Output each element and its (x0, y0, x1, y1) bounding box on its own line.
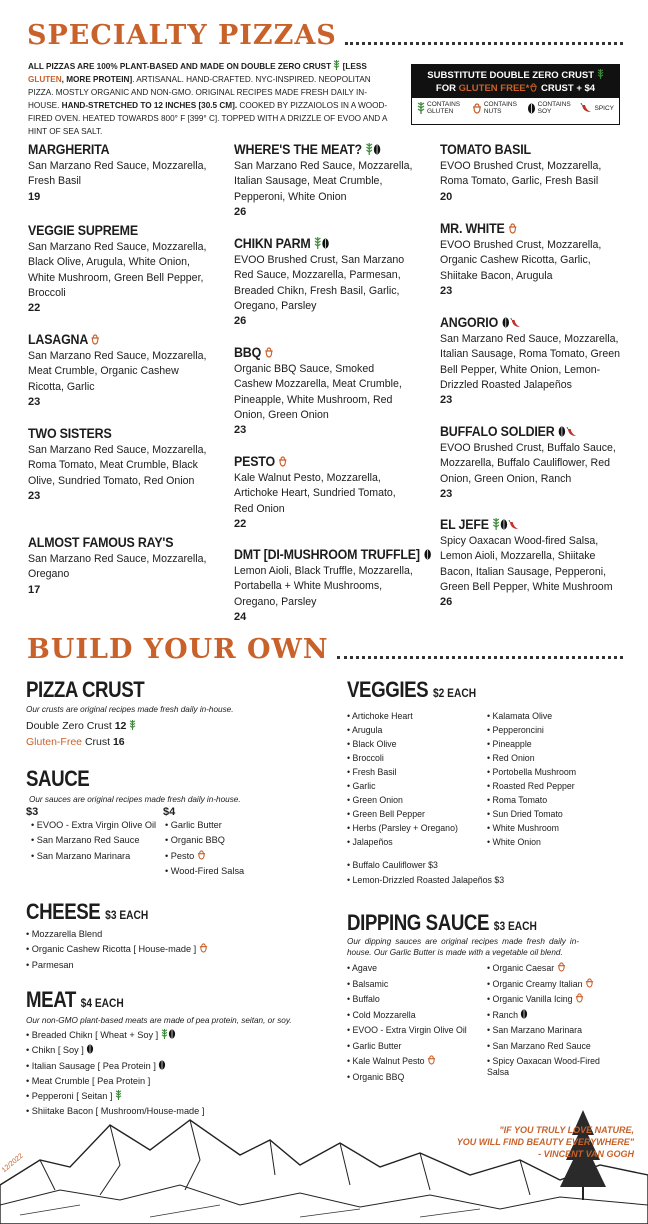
soy-icon (520, 1009, 528, 1019)
nut-icon (575, 993, 584, 1003)
dipping-section: DIPPING SAUCE $3 EACH Our dipping sauces are original recipes made fresh daily in-house. Our Garlic Butter is made with a vegetable oil blend. • Agave • Balsamic • Buffalo • Cold Mozzarella • EVOO - Extra Virgin Olive Oil • Garlic Butter • Kale Walnut Pesto • Organic BBQ • Organic Caesar • Organic Creamy Italian • Organic Vanilla Icing • Ranch • San Marzano Marinara • San Marzano Red Sauce • Spicy Oaxacan Wood-Fired Salsa (347, 910, 627, 1085)
nut-icon (508, 223, 517, 234)
pizza-buffalo-soldier: BUFFALO SOLDIER EVOO Brushed Crust, Buffalo Sauce, Mozzarella, Buffalo Cauliflower, Red Onion, Green Onion, Ranch 23 (440, 424, 616, 500)
nut-icon (199, 943, 208, 953)
soy-icon (86, 1044, 94, 1054)
specialty-header (27, 20, 623, 51)
wheat-icon (129, 720, 136, 730)
pizza-almost-famous-rays: ALMOST FAMOUS RAY'S San Marzano Red Sauce, Mozzarella, Oregano 17 (28, 535, 207, 596)
pizza-chikn-parm: CHIKN PARM EVOO Brushed Crust, San Marzano Red Sauce, Mozzarella, Parmesan, Breaded Chikn, Fresh Basil, Garlic, Oregano, Parsley 26 (234, 236, 405, 328)
pizza-pesto: PESTO Kale Walnut Pesto, Mozzarella, Artichoke Heart, Sundried Tomato, Red Onion 22 (234, 454, 396, 530)
build-title: BUILD YOUR OWN (27, 634, 329, 665)
legend-spicy: SPICY (580, 101, 614, 115)
nut-icon (557, 962, 566, 972)
build-header (27, 634, 623, 665)
pizza-el-jefe: EL JEFE Spicy Oaxacan Wood-fired Salsa, Lemon Aioli, Mozzarella, Shiitake Bacon, Italian Sausage, Pepperoni, Green Bell Pepper, White Mushroom 26 (440, 517, 613, 609)
crust-title: PIZZA CRUST (26, 677, 145, 702)
pizza-two-sisters: TWO SISTERS San Marzano Red Sauce, Mozzarella, Roma Tomato, Meat Crumble, Black Olive, Sundried Tomato, Red Onion 23 (28, 426, 207, 502)
pizza-angorio: ANGORIO San Marzano Red Sauce, Mozzarella, Italian Sausage, Roma Tomato, Green Bell Pepper, White Onion, Lemon-Drizzled Roasted Jalapeños 23 (440, 315, 620, 407)
substitute-box: SUBSTITUTE DOUBLE ZERO CRUST FOR GLUTEN FREE* CRUST + $4 CONTAINS GLUTEN CONTAINS NUTS CONTAINS SOY SPICY (411, 64, 620, 125)
nut-icon (91, 334, 100, 345)
nut-icon (427, 1055, 436, 1065)
soy-icon (558, 426, 566, 437)
title-divider (345, 42, 623, 45)
soy-icon (501, 317, 509, 328)
pizza-wheres-the-meat: WHERE'S THE MEAT? San Marzano Red Sauce, Mozzarella, Italian Sausage, Meat Crumble, Pepperoni, White Onion 26 (234, 142, 413, 218)
pepper-icon (580, 103, 592, 113)
wheat-icon (161, 1029, 168, 1039)
mountain-illustration (0, 1105, 648, 1224)
pizza-tomato-basil: TOMATO BASIL EVOO Brushed Crust, Mozzarella, Roma Tomato, Garlic, Fresh Basil 20 (440, 142, 602, 203)
wheat-icon (314, 237, 321, 249)
pepper-icon (566, 427, 577, 437)
legend-soy: CONTAINS SOY (527, 101, 568, 115)
pizza-veggie-supreme: VEGGIE SUPREME San Marzano Red Sauce, Mozzarella, Black Olive, Arugula, White Onion, White Mushroom, Green Bell Pepper, Broccoli 22 (28, 223, 207, 315)
build-divider (337, 656, 624, 659)
soy-icon (527, 103, 536, 114)
soy-icon (321, 238, 329, 249)
cheese-section: CHEESE $3 EACH • Mozzarella Blend • Organic Cashew Ricotta [ House-made ] • Parmesan (26, 899, 326, 973)
allergen-legend (412, 98, 619, 118)
page-title: SPECIALTY PIZZAS (27, 20, 337, 51)
legend-gluten: CONTAINS GLUTEN (417, 101, 459, 115)
soy-icon (168, 1029, 176, 1039)
wheat-icon (115, 1090, 122, 1100)
wheat-icon (492, 518, 499, 530)
nut-icon (278, 456, 287, 467)
soy-icon (500, 519, 508, 530)
pizza-lasagna: LASAGNA San Marzano Red Sauce, Mozzarella, Meat Crumble, Organic Cashew Ricotta, Garlic 23 (28, 332, 207, 408)
wheat-icon (365, 143, 372, 155)
pizza-dmt: DMT [DI-MUSHROOM TRUFFLE] Lemon Aioli, Black Truffle, Mozzarella, Portabella + White Mushrooms, Oregano, Parsley 24 (234, 546, 414, 625)
pizza-mr-white: MR. WHITE EVOO Brushed Crust, Mozzarella, Organic Cashew Ricotta, Garlic, Shiitake Bacon, Arugula 23 (440, 221, 602, 297)
wheat-icon (597, 69, 604, 79)
nut-icon (585, 978, 594, 988)
nut-icon (197, 850, 206, 860)
legend-nuts: CONTAINS NUTS (472, 101, 514, 115)
crust-section: PIZZA CRUST Our crusts are original recipes made fresh daily in-house. Double Zero Crust 12 Gluten-Free Crust 16 (26, 677, 326, 750)
nut-icon (529, 83, 538, 92)
soy-icon (373, 144, 381, 155)
sauce-section: SAUCE Our sauces are original recipes made fresh daily in-house. $3 • EVOO - Extra Virgin Olive Oil • San Marzano Red Sauce • San Marzano Marinara $4 • Garlic Butter • Organic BBQ • Pesto • Wood-Fired Salsa (26, 766, 326, 879)
veggies-section: VEGGIES $2 EACH • Artichoke Heart • Arugula • Black Olive • Broccoli • Fresh Basil • Garlic • Green Onion • Green Bell Pepper • Herbs (Parsley + Oregano) • Jalapeños • Kalamata Olive • Pepperoncini • Pineapple • Red Onion • Portobella Mushroom • Roasted Red Pepper • Roma Tomato • Sun Dried Tomato • White Mushroom • White Onion • Buffalo Cauliflower $3 • Lemon-Drizzled Roasted Jalapeños $3 (347, 677, 627, 888)
pepper-icon (510, 318, 521, 328)
sauce-title: SAUCE (26, 766, 90, 791)
quote: "IF YOU TRULY LOVE NATURE, YOU WILL FIND BEAUTY EVERYWHERE" - VINCENT VAN GOGH (456, 1125, 634, 1159)
print-date: 12/2022 (0, 1152, 25, 1175)
pepper-icon (508, 520, 519, 530)
pizza-bbq: BBQ Organic BBQ Sauce, Smoked Cashew Mozzarella, Meat Crumble, Pineapple, White Mushroom, Red Onion, Green Onion 23 (234, 345, 402, 437)
soy-icon (158, 1060, 166, 1070)
intro-text: ALL PIZZAS ARE 100% PLANT-BASED AND MADE ON DOUBLE ZERO CRUST [LESS GLUTEN, MORE PROTEIN]. ARTISANAL. HAND-CRAFTED. NYC-INSPIRED. NEOPOLITAN PIZZA. MOSTLY ORGANIC AND NON-GMO. ORIGINAL RECIPES MADE FRESH DAILY IN-HOUSE. HAND-STRETCHED TO 12 INCHES [30.5 CM]. COOKED BY PIZZAIOLOS IN A WOOD-FIRED OVEN. HEATED TOWARDS 800° F [399° C]. TOPPED WITH A DRIZZLE OF EVOO AND A HINT OF SEA SALT. (28, 62, 388, 136)
nut-icon (264, 347, 273, 358)
soy-icon (423, 549, 431, 560)
meat-section: MEAT $4 EACH Our non-GMO plant-based meats are made of pea protein, seitan, or soy. • Breaded Chikn [ Wheat + Soy ] • Chikn [ Soy ] • Italian Sausage [ Pea Protein ] • Meat Crumble [ Pea Protein ] • Pepperoni [ Seitan ] • Shiitake Bacon [ Mushroom/House-made ] (26, 987, 326, 1120)
nut-icon (472, 103, 482, 114)
pizza-margherita: MARGHERITA San Marzano Red Sauce, Mozzarella, Fresh Basil 19 (28, 142, 207, 203)
wheat-icon (417, 102, 425, 114)
